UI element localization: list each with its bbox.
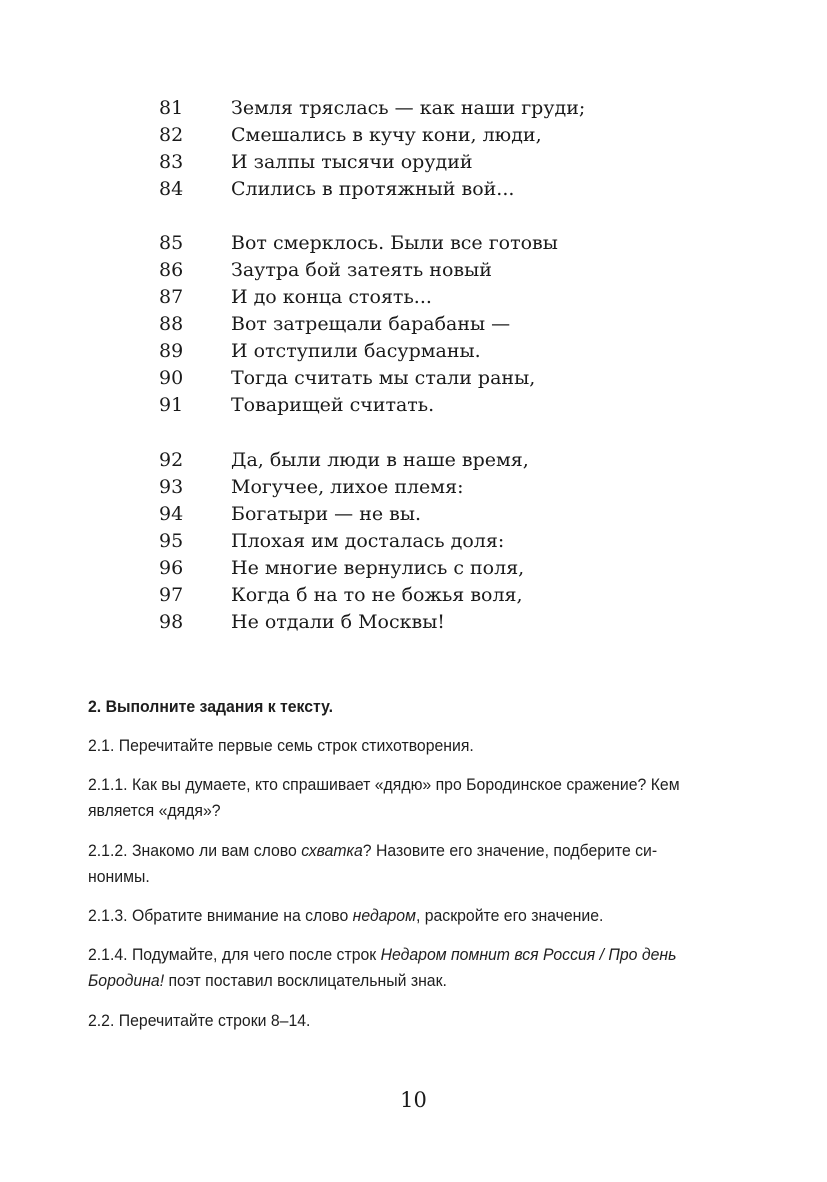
line-text: И отступили басурманы. [231, 340, 481, 362]
task-text: 2.1. Перечитайте первые семь строк стихотворения. [88, 736, 474, 755]
task-text: , раскройте его значение. [415, 906, 604, 925]
line-text: Смешались в кучу кони, люди, [231, 124, 542, 146]
task-2-1 [88, 733, 689, 759]
poem-line [0, 149, 827, 176]
line-number: 90 [159, 367, 184, 389]
line-number: 94 [159, 503, 184, 525]
task-quote: Бородина! [88, 971, 165, 990]
task-text: нонимы. [88, 867, 150, 886]
line-text: Товарищей считать. [231, 394, 435, 416]
line-number: 85 [159, 232, 184, 254]
line-number: 86 [159, 259, 184, 281]
task-text: 2.1.4. Подумайте, для чего после строк [88, 945, 381, 964]
poem-line [0, 582, 827, 609]
line-text: Тогда считать мы стали раны, [231, 367, 536, 389]
task-text: ? Назовите его значение, подберите си- [362, 841, 658, 860]
poem-line [0, 311, 827, 338]
line-text: Когда б на то не божья воля, [231, 584, 523, 606]
poem-line [0, 555, 827, 582]
poem-line [0, 501, 827, 528]
task-text: является «дядя»? [88, 801, 221, 820]
line-number: 89 [159, 340, 184, 362]
poem-line [0, 447, 827, 474]
line-number: 97 [159, 584, 184, 606]
task-text: 2.1.1. Как вы думаете, кто спрашивает «дядю» про Бородинское сражение? Кем [88, 775, 680, 794]
line-text: Могучее, лихое племя: [231, 476, 464, 498]
line-number: 88 [159, 313, 184, 335]
line-text: Слились в протяжный вой... [231, 178, 515, 200]
poem-line [0, 528, 827, 555]
line-text: Вот смерклось. Были все готовы [231, 232, 558, 254]
line-text: Заутра бой затеять новый [231, 259, 492, 281]
line-text: Плохая им досталась доля: [231, 530, 505, 552]
tasks-heading: 2. Выполните задания к тексту. [88, 697, 333, 716]
task-text: 2.2. Перечитайте строки 8–14. [88, 1011, 311, 1030]
line-text: Да, были люди в наше время, [231, 449, 529, 471]
line-text: И до конца стоять... [231, 286, 432, 308]
task-2-1-4 [88, 942, 689, 994]
line-number: 92 [159, 449, 184, 471]
poem-line [0, 176, 827, 203]
task-2-1-1 [88, 772, 689, 824]
line-text: Земля тряслась — как наши груди; [231, 97, 586, 119]
poem-line [0, 230, 827, 257]
line-number: 95 [159, 530, 184, 552]
task-2-1-2 [88, 838, 689, 890]
line-text: Не отдали б Москвы! [231, 611, 445, 633]
task-text: поэт поставил восклицательный знак. [164, 971, 447, 990]
poem-line [0, 365, 827, 392]
poem-line [0, 257, 827, 284]
line-text: Вот затрещали барабаны — [231, 313, 511, 335]
line-number: 93 [159, 476, 184, 498]
page-number: 10 [400, 1088, 427, 1112]
line-number: 83 [159, 151, 184, 173]
line-number: 81 [159, 97, 184, 119]
poem-line [0, 284, 827, 311]
task-text: 2.1.3. Обратите внимание на слово [88, 906, 353, 925]
task-2-1-3 [88, 903, 689, 929]
task-text: 2.1.2. Знакомо ли вам слово [88, 841, 302, 860]
task-quote: Недаром помнит вся Россия / Про день [380, 945, 677, 964]
task-term: схватка [301, 841, 363, 860]
line-text: Не многие вернулись с поля, [231, 557, 525, 579]
line-number: 91 [159, 394, 184, 416]
poem-line [0, 95, 827, 122]
poem-line [0, 609, 827, 636]
line-number: 98 [159, 611, 184, 633]
task-term: недаром [352, 906, 416, 925]
poem-line [0, 338, 827, 365]
line-number: 87 [159, 286, 184, 308]
poem-line [0, 392, 827, 419]
poem-line [0, 474, 827, 501]
line-number: 84 [159, 178, 184, 200]
line-text: И залпы тысячи орудий [231, 151, 473, 173]
line-number: 96 [159, 557, 184, 579]
line-number: 82 [159, 124, 184, 146]
poem-line [0, 122, 827, 149]
task-2-2 [88, 1008, 689, 1034]
line-text: Богатыри — не вы. [231, 503, 422, 525]
